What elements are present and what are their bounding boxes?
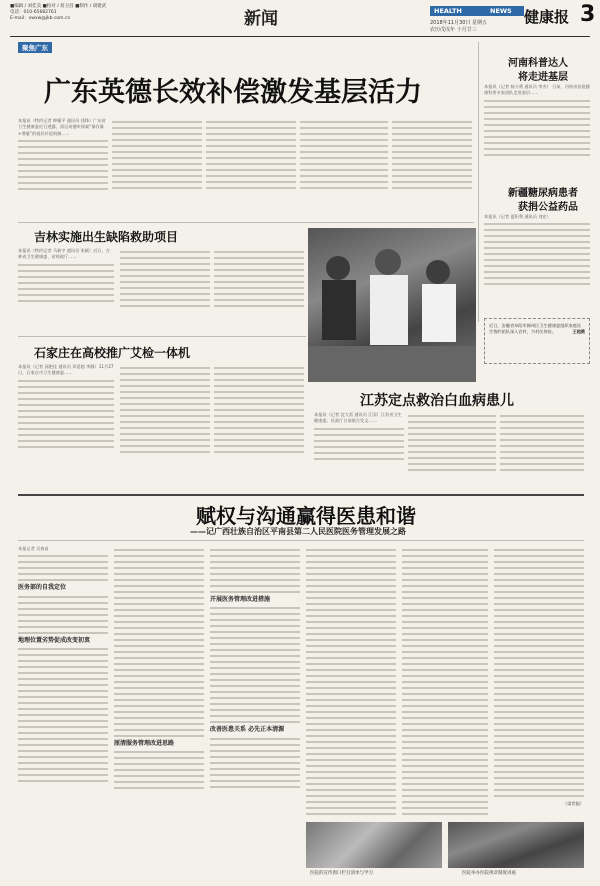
shijiazhuang-byline: 本报讯（记者 邱艳佳 通讯员 邓延超 李静）11月27日，石家庄市卫生健康委…… [18, 364, 114, 376]
feature-section-3: 开展医务管理改进措施 [210, 596, 271, 603]
health-news-banner [430, 6, 524, 16]
section-title: 新闻 [244, 9, 278, 29]
column-divider-right [478, 42, 479, 322]
jilin-column-2 [120, 248, 210, 328]
photo-credit: 王超摄 [572, 329, 585, 335]
feature-column-1 [18, 546, 108, 876]
sjz-column-1 [18, 364, 114, 488]
feature-column-4 [306, 546, 396, 818]
jiangsu-column-1 [314, 412, 404, 490]
photo-bulletin-board [306, 822, 442, 868]
side-1-column [484, 84, 590, 182]
feature-byline: 本报记者 吴春苗 [18, 546, 49, 551]
feature-section-5: 厘清服务管理改进思路 [114, 740, 175, 747]
topic-tag: 聚焦广东 [18, 42, 52, 53]
email-line: E-mail：xwxw@jkb.com.cn [10, 16, 71, 21]
feature-column-6 [494, 546, 584, 818]
clinic-photo [308, 228, 476, 382]
feature-column-5 [402, 546, 488, 818]
jilin-byline: 本报讯（特约记者 马新宇 通讯员 张颖）近日，吉林省卫生健康委、省财政厅…… [18, 248, 110, 260]
side-1-byline: 本报讯（记者 杨力勇 通讯员 李杰） [484, 84, 551, 89]
lead-headline: 广东英德长效补偿激发基层活力 [44, 77, 422, 108]
jilin-column-3 [214, 248, 304, 328]
banner-news: NEWS [490, 7, 512, 15]
side-2-headline-line2: 获捐公益药品 [518, 202, 578, 213]
side-2-byline: 本报讯（记者 夏积利 通讯员 刘宏） [484, 214, 551, 219]
feature-top-rule [18, 494, 584, 496]
feature-subheadline: ——记广西壮族自治区平南县第二人民医院医务管理发展之路 [190, 527, 406, 536]
feature-column-2 [114, 546, 204, 876]
paper-name: 健康报 [524, 8, 570, 26]
side-1-text: 日前，河南省首批健康科普专家团队走进基层…… [484, 84, 590, 96]
photo-figures [308, 228, 476, 382]
jiangsu-column-2 [408, 412, 496, 490]
lunar-date: 农历戊戌年 十月廿三 [430, 27, 477, 33]
caption-left: 医院的宣传窗口栏目清单与学习 [310, 871, 373, 876]
jilin-column-1 [18, 248, 114, 328]
feature-credit: （梁世振） [563, 801, 584, 806]
issue-date: 2018年11月30日 星期五 [430, 20, 488, 26]
side-1-headline-line2: 将走进基层 [518, 72, 568, 83]
lead-column-5 [392, 118, 472, 218]
jiangsu-headline: 江苏定点救治白血病患儿 [360, 393, 514, 409]
sjz-column-2 [120, 364, 210, 488]
section-divider-1 [18, 222, 474, 223]
lead-column-4 [300, 118, 388, 218]
page-number: 3 [580, 2, 596, 27]
feature-sub-rule [18, 540, 584, 541]
photo-caption-box [484, 318, 590, 364]
masthead-divider [10, 36, 590, 37]
feature-section-1: 医务部的自我定位 [18, 584, 67, 592]
phone-line: 电话：010-65682761 [10, 10, 57, 15]
section-divider-2 [18, 336, 306, 337]
side-1-headline-line1: 河南科普达人 [508, 58, 568, 69]
feature-headline: 赋权与沟通赢得医患和谐 [196, 504, 416, 528]
feature-section-4: 改善医患关系 必先正本清源 [210, 726, 285, 734]
jiangsu-byline: 本报讯（记者 沈大雷 通讯员 江国）江苏省卫生健康委、民政厅日前联合发文…… [314, 412, 402, 424]
lead-column-3 [206, 118, 296, 218]
lead-column-1 [18, 118, 108, 218]
side-2-column [484, 214, 590, 310]
jilin-headline: 吉林实施出生缺陷救助项目 [34, 230, 179, 244]
lead-byline: 本报讯（特约记者 钟耀平 通讯员 钱锋）广东省卫生健康委近日透露，清远英德市探索“保存量+增量”的基层补偿机制…… [18, 118, 106, 136]
masthead-info [10, 4, 210, 22]
editor-line: ■编辑 / 刘佳美 ■校对 / 蒋卫昌 ■制作 / 胡建武 [10, 4, 107, 9]
photo-lecture-hall [448, 822, 584, 868]
jiangsu-column-3 [500, 412, 584, 490]
sjz-column-3 [214, 364, 304, 488]
lead-column-2 [112, 118, 202, 218]
side-2-headline-line1: 新疆糖尿病患者 [508, 188, 578, 199]
banner-health: HEALTH [434, 7, 462, 15]
feature-column-3 [210, 546, 300, 876]
shijiazhuang-headline: 石家庄在高校推广艾检一体机 [34, 346, 191, 360]
feature-section-2: 地理位置劣势促成改变初衷 [18, 636, 91, 644]
photo-caption: 近日，安徽省阜阳市颍州区卫生健康委组织家庭医生签约团队深入农村，为村民体检。 [489, 323, 582, 335]
caption-right: 医院举办医院规章制度讲座 [462, 871, 516, 876]
